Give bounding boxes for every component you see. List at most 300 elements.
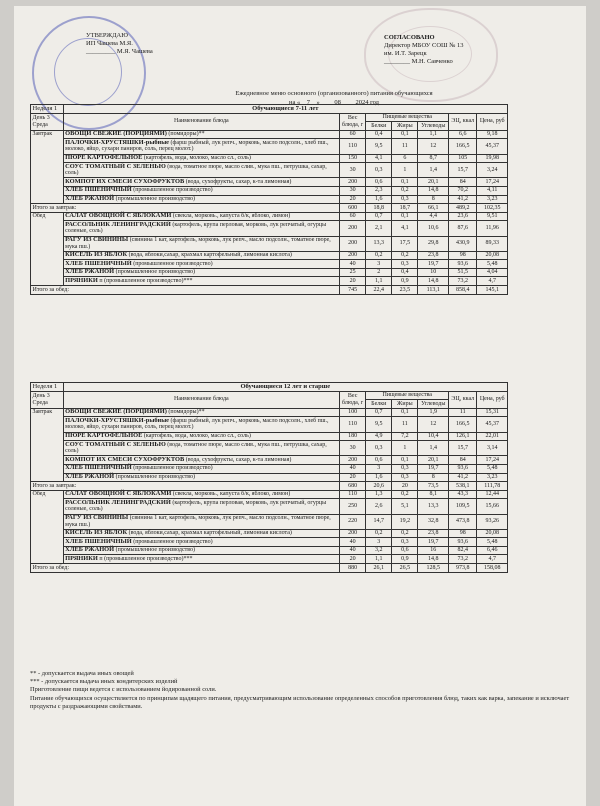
protein-cell: 0,2 <box>366 251 392 260</box>
carbs-cell: 13,3 <box>418 499 449 514</box>
dish-title: ХЛЕБ ПШЕНИЧНЫЙ <box>65 464 132 472</box>
carbs-cell: 14,8 <box>418 555 449 564</box>
total-price: 145,1 <box>477 286 508 295</box>
dish-ingredients: п (промышленное производство)*** <box>97 277 193 284</box>
dish-title: КИСЕЛЬ ИЗ ЯБЛОК <box>65 251 128 259</box>
fat-cell: 0,3 <box>392 473 418 482</box>
energy-cell: 93,6 <box>449 538 477 547</box>
table-row <box>31 268 508 277</box>
total-label: Итого за обед: <box>31 286 340 295</box>
energy-header: ЭЦ, ккал <box>449 391 477 408</box>
dish-name <box>63 154 339 163</box>
dish-ingredients: (помидоры)** <box>166 131 205 138</box>
note-gentle-diet: Питание обучающихся осуществляется по принципам щадящего питания, предусматривающим использование определенных способов приготовления блюд, таких как варка, запекание и исключает продукты с раздражающими свойствами. <box>30 694 570 710</box>
protein-cell: 14,7 <box>366 514 392 529</box>
carbs-cell: 12 <box>418 417 449 432</box>
carbs-cell: 23,8 <box>418 251 449 260</box>
dish-title: РАССОЛЬНИК ЛЕНИНГРАДСКИЙ <box>65 498 171 506</box>
weight-cell: 110 <box>340 139 366 154</box>
fat-cell: 1 <box>392 441 418 456</box>
price-cell: 4,7 <box>477 555 508 564</box>
fat-cell: 17,5 <box>392 236 418 251</box>
dish-title: ХЛЕБ РЖАНОЙ <box>65 195 115 203</box>
fat-cell: 0,1 <box>392 408 418 417</box>
dish-title: САЛАТ ОВОЩНОЙ С ЯБЛОКАМИ <box>65 490 172 498</box>
table-row <box>31 432 508 441</box>
weight-cell: 200 <box>340 456 366 465</box>
fat-cell: 11 <box>392 417 418 432</box>
weight-cell: 180 <box>340 432 366 441</box>
protein-cell: 3 <box>366 260 392 269</box>
price-cell: 4,04 <box>477 268 508 277</box>
dish-name <box>63 555 339 564</box>
weight-cell: 30 <box>340 186 366 195</box>
weight-header: Вес блюда, г <box>340 113 366 130</box>
table-row <box>31 251 508 260</box>
carbs-cell: 23,8 <box>418 529 449 538</box>
weight-cell: 40 <box>340 464 366 473</box>
fat-cell: 0,1 <box>392 130 418 139</box>
dish-name <box>63 432 339 441</box>
dish-name <box>63 277 339 286</box>
energy-cell: 166,5 <box>449 417 477 432</box>
table-row <box>31 139 508 154</box>
total-row <box>31 286 508 295</box>
carbs-cell: 20,1 <box>418 178 449 187</box>
total-fat: 26,5 <box>392 564 418 573</box>
fat-cell: 0,3 <box>392 464 418 473</box>
price-cell: 9,18 <box>477 130 508 139</box>
carbs-cell: 1,4 <box>418 163 449 178</box>
dish-title: СОУС ТОМАТНЫЙ С ЗЕЛЕНЬЮ <box>65 440 166 448</box>
day-header: День 3 Среда <box>31 391 64 408</box>
protein-cell: 2 <box>366 268 392 277</box>
header-row <box>31 391 508 400</box>
table-row <box>31 514 508 529</box>
protein-cell: 1,1 <box>366 555 392 564</box>
day-header: День 3 Среда <box>31 113 64 130</box>
table-row <box>31 186 508 195</box>
menu-table-12-plus <box>30 382 508 573</box>
carbs-cell: 8 <box>418 195 449 204</box>
approval-block <box>86 32 153 56</box>
table-row <box>31 130 508 139</box>
carbs-cell: 10 <box>418 268 449 277</box>
dish-ingredients: (картофель, вода, молоко, масло сл., соль) <box>142 433 251 440</box>
weight-cell: 110 <box>340 490 366 499</box>
dish-name <box>63 473 339 482</box>
carbs-cell: 4,4 <box>418 212 449 221</box>
dish-title: ОВОЩИ СВЕЖИЕ (ПОРЦИЯМИ) <box>65 130 167 138</box>
weight-cell: 250 <box>340 499 366 514</box>
carbs-cell: 19,7 <box>418 538 449 547</box>
group-label: Обучающиеся 12 лет и старше <box>63 383 507 392</box>
total-row <box>31 204 508 213</box>
total-fat: 23,5 <box>392 286 418 295</box>
total-protein: 26,1 <box>366 564 392 573</box>
energy-cell: 23,6 <box>449 212 477 221</box>
carbs-cell: 8 <box>418 473 449 482</box>
dish-title: ПАЛОЧКИ-ХРУСТЯШКИ-рыбные <box>65 416 170 424</box>
dish-title: ПРЯНИКИ <box>65 554 98 562</box>
fat-cell: 0,3 <box>392 260 418 269</box>
dish-title: РАГУ ИЗ СВИНИНЫ <box>65 236 129 243</box>
agreement-title: СОГЛАСОВАНО <box>384 34 435 41</box>
table-row <box>31 499 508 514</box>
table-row <box>31 195 508 204</box>
weight-cell: 60 <box>340 130 366 139</box>
weight-cell: 110 <box>340 417 366 432</box>
price-cell: 3,14 <box>477 441 508 456</box>
dish-name <box>63 251 339 260</box>
total-fat: 20 <box>392 482 418 491</box>
protein-cell: 0,6 <box>366 456 392 465</box>
price-cell: 3,23 <box>477 195 508 204</box>
price-cell: 4,7 <box>477 277 508 286</box>
dish-title: КОМПОТ ИХ СМЕСИ СУХОФРУКТОВ <box>65 177 185 185</box>
energy-header: ЭЦ, ккал <box>449 113 477 130</box>
total-row <box>31 564 508 573</box>
energy-cell: 15,7 <box>449 163 477 178</box>
dish-name <box>63 130 339 139</box>
dish-name <box>63 268 339 277</box>
protein-cell: 13,3 <box>366 236 392 251</box>
note-iodized-salt: Приготовление пищи ведется с использованием йодированной соли. <box>30 686 217 694</box>
weight-cell: 100 <box>340 408 366 417</box>
fat-cell: 0,2 <box>392 251 418 260</box>
dish-ingredients: (промышленное производство) <box>114 269 196 276</box>
table-row <box>31 154 508 163</box>
total-row <box>31 482 508 491</box>
dish-title: КОМПОТ ИХ СМЕСИ СУХОФРУКТОВ <box>65 455 185 463</box>
total-label: Итого за завтрак: <box>31 482 340 491</box>
table-row <box>31 221 508 236</box>
energy-cell: 109,5 <box>449 499 477 514</box>
price-cell: 6,46 <box>477 546 508 555</box>
energy-cell: 93,6 <box>449 260 477 269</box>
protein-cell: 3 <box>366 538 392 547</box>
table-row <box>31 464 508 473</box>
weight-cell: 150 <box>340 154 366 163</box>
dish-name <box>63 139 339 154</box>
protein-header: Белки <box>366 122 392 131</box>
table-row <box>31 490 508 499</box>
price-cell: 17,24 <box>477 178 508 187</box>
dish-ingredients: (картофель, крупа перловая, морковь, лук репчатый, огурцы соленые, соль) <box>65 221 327 235</box>
dish-ingredients: (промышленное производство) <box>114 196 196 203</box>
price-cell: 5,48 <box>477 260 508 269</box>
dish-title: РАССОЛЬНИК ЛЕНИНГРАДСКИЙ <box>65 220 171 228</box>
approval-signature: _________ М.Я. Чашева <box>86 48 153 55</box>
protein-cell: 1,6 <box>366 473 392 482</box>
dish-title: ХЛЕБ РЖАНОЙ <box>65 268 115 276</box>
header-row <box>31 113 508 122</box>
weight-cell: 200 <box>340 221 366 236</box>
carbs-cell: 29,8 <box>418 236 449 251</box>
agreement-director: Директор МБОУ СОШ № 13 <box>384 42 464 49</box>
energy-cell: 126,1 <box>449 432 477 441</box>
meal-label: Завтрак <box>31 130 64 203</box>
carbs-cell: 8,7 <box>418 154 449 163</box>
total-price: 111,78 <box>477 482 508 491</box>
energy-cell: 51,5 <box>449 268 477 277</box>
protein-cell: 1,6 <box>366 195 392 204</box>
fat-cell: 0,1 <box>392 456 418 465</box>
fat-cell: 11 <box>392 139 418 154</box>
price-cell: 4,11 <box>477 186 508 195</box>
carbs-header: Углеводы <box>418 122 449 131</box>
energy-cell: 73,2 <box>449 555 477 564</box>
protein-cell: 0,2 <box>366 529 392 538</box>
price-cell: 17,24 <box>477 456 508 465</box>
total-carbs: 128,5 <box>418 564 449 573</box>
table-row <box>31 529 508 538</box>
energy-cell: 166,5 <box>449 139 477 154</box>
dish-ingredients: (вода, томатное пюре, масло слив., мука пш., петрушка, сахар, соль) <box>65 163 327 177</box>
weight-cell: 220 <box>340 514 366 529</box>
energy-cell: 82,4 <box>449 546 477 555</box>
fat-cell: 1 <box>392 163 418 178</box>
dish-name <box>63 408 339 417</box>
total-energy: 858,4 <box>449 286 477 295</box>
price-cell: 19,98 <box>477 154 508 163</box>
price-cell: 3,23 <box>477 473 508 482</box>
dish-title: ХЛЕБ ПШЕНИЧНЫЙ <box>65 537 132 545</box>
energy-cell: 41,2 <box>449 473 477 482</box>
menu-table-7-11 <box>30 104 508 295</box>
weight-cell: 200 <box>340 236 366 251</box>
dish-ingredients: (промышленное производство) <box>131 260 213 267</box>
price-cell: 11,96 <box>477 221 508 236</box>
dish-ingredients: (промышленное производство) <box>114 474 196 481</box>
fat-header: Жиры <box>392 122 418 131</box>
nutrients-header: Пищевые вещества <box>366 391 449 400</box>
dish-title: ПЮРЕ КАРТОФЕЛЬНОЕ <box>65 154 143 162</box>
total-price: 158,08 <box>477 564 508 573</box>
dish-title: ПРЯНИКИ <box>65 276 98 284</box>
protein-cell: 0,3 <box>366 441 392 456</box>
fat-header: Жиры <box>392 400 418 409</box>
nutrients-header: Пищевые вещества <box>366 113 449 122</box>
price-cell: 5,48 <box>477 464 508 473</box>
carbs-cell: 20,1 <box>418 456 449 465</box>
fat-cell: 4,1 <box>392 221 418 236</box>
carbs-cell: 8,1 <box>418 490 449 499</box>
dish-name <box>63 529 339 538</box>
weight-cell: 40 <box>340 260 366 269</box>
protein-cell: 9,5 <box>366 139 392 154</box>
weight-cell: 30 <box>340 163 366 178</box>
fat-cell: 0,2 <box>392 186 418 195</box>
table-row <box>31 277 508 286</box>
dish-ingredients: (вода, яблоки,сахар, крахмал картофельный, лимонная кислота) <box>127 252 292 259</box>
table-row <box>31 473 508 482</box>
dish-title: СОУС ТОМАТНЫЙ С ЗЕЛЕНЬЮ <box>65 162 166 170</box>
dish-ingredients: (картофель, крупа перловая, морковь, лук репчатый, огурцы соленые, соль) <box>65 499 327 513</box>
dish-title: САЛАТ ОВОЩНОЙ С ЯБЛОКАМИ <box>65 212 172 220</box>
meal-label: Завтрак <box>31 408 64 481</box>
energy-cell: 93,6 <box>449 464 477 473</box>
protein-cell: 0,6 <box>366 178 392 187</box>
total-weight: 600 <box>340 204 366 213</box>
dish-ingredients: (свинина 1 кат, картофель, морковь, лук репч., масло подсолн., томатное пюре, мука пш.) <box>65 515 331 528</box>
energy-cell: 6,6 <box>449 130 477 139</box>
energy-cell: 70,2 <box>449 186 477 195</box>
price-cell: 93,26 <box>477 514 508 529</box>
price-cell: 45,37 <box>477 417 508 432</box>
total-price: 102,35 <box>477 204 508 213</box>
dish-name <box>63 546 339 555</box>
weight-cell: 25 <box>340 268 366 277</box>
protein-header: Белки <box>366 400 392 409</box>
energy-cell: 87,6 <box>449 221 477 236</box>
fat-cell: 0,1 <box>392 178 418 187</box>
dish-ingredients: (фарш рыбный, лук репч., морковь, масло подсолн., хлеб пш., молоко, яйцо, сухари паниров, соль, перец молот.) <box>65 139 329 153</box>
price-cell: 9,51 <box>477 212 508 221</box>
protein-cell: 0,3 <box>366 163 392 178</box>
energy-cell: 98 <box>449 529 477 538</box>
dish-name <box>63 236 339 251</box>
dish-name <box>63 221 339 236</box>
total-energy: 538,1 <box>449 482 477 491</box>
total-weight: 880 <box>340 564 366 573</box>
protein-cell: 3,2 <box>366 546 392 555</box>
weight-cell: 20 <box>340 473 366 482</box>
fat-cell: 0,2 <box>392 529 418 538</box>
carbs-cell: 1,9 <box>418 408 449 417</box>
price-cell: 20,08 <box>477 251 508 260</box>
dish-ingredients: (вода, сухофрукты, сахар, к-та лимонная) <box>184 178 292 185</box>
carbs-cell: 12 <box>418 139 449 154</box>
table-row <box>31 441 508 456</box>
energy-cell: 41,2 <box>449 195 477 204</box>
table-row <box>31 408 508 417</box>
week-row <box>31 105 508 114</box>
fat-cell: 19,2 <box>392 514 418 529</box>
energy-cell: 43,3 <box>449 490 477 499</box>
energy-cell: 98 <box>449 251 477 260</box>
dish-name <box>63 417 339 432</box>
weight-cell: 20 <box>340 555 366 564</box>
note-confectionery: *** - допускается выдача иных кондитерских изделий <box>30 678 178 686</box>
energy-cell: 105 <box>449 154 477 163</box>
energy-cell: 430,9 <box>449 236 477 251</box>
total-label: Итого за обед: <box>31 564 340 573</box>
dish-title: ПЮРЕ КАРТОФЕЛЬНОЕ <box>65 432 143 440</box>
price-cell: 15,31 <box>477 408 508 417</box>
fat-cell: 0,4 <box>392 268 418 277</box>
footnotes <box>30 670 570 711</box>
carbs-cell: 1,1 <box>418 130 449 139</box>
carbs-cell: 16 <box>418 546 449 555</box>
price-cell: 3,24 <box>477 163 508 178</box>
protein-cell: 2,6 <box>366 499 392 514</box>
dish-name <box>63 514 339 529</box>
table-row <box>31 236 508 251</box>
meal-label: Обед <box>31 490 64 563</box>
carbs-cell: 14,8 <box>418 277 449 286</box>
name-header: Наименование блюда <box>63 391 339 408</box>
carbs-cell: 10,4 <box>418 432 449 441</box>
total-energy: 489,2 <box>449 204 477 213</box>
dish-title: РАГУ ИЗ СВИНИНЫ <box>65 514 129 521</box>
weight-cell: 20 <box>340 277 366 286</box>
dish-title: ХЛЕБ ПШЕНИЧНЫЙ <box>65 186 132 194</box>
weight-cell: 200 <box>340 251 366 260</box>
protein-cell: 3 <box>366 464 392 473</box>
price-cell: 22,01 <box>477 432 508 441</box>
protein-cell: 2,3 <box>366 186 392 195</box>
name-header: Наименование блюда <box>63 113 339 130</box>
note-vegetables: ** - допускается выдача иных овощей <box>30 670 134 677</box>
total-weight: 680 <box>340 482 366 491</box>
protein-cell: 0,4 <box>366 130 392 139</box>
carbs-cell: 1,4 <box>418 441 449 456</box>
approval-title: УТВЕРЖДАЮ <box>86 32 128 39</box>
price-header: Цена, руб <box>477 113 508 130</box>
fat-cell: 0,1 <box>392 212 418 221</box>
week-row <box>31 383 508 392</box>
carbs-cell: 14,8 <box>418 186 449 195</box>
group-label: Обучающиеся 7-11 лет <box>63 105 507 114</box>
carbs-cell: 19,7 <box>418 464 449 473</box>
carbs-cell: 19,7 <box>418 260 449 269</box>
fat-cell: 0,3 <box>392 538 418 547</box>
fat-cell: 5,1 <box>392 499 418 514</box>
dish-ingredients: (свекла, морковь., капуста б/к, яблоко, лимон) <box>171 213 291 220</box>
dish-ingredients: (промышленное производство) <box>114 547 196 554</box>
protein-cell: 4,9 <box>366 432 392 441</box>
dish-name <box>63 212 339 221</box>
dish-ingredients: (помидоры)** <box>166 409 205 416</box>
weight-cell: 60 <box>340 212 366 221</box>
dish-ingredients: (промышленное производство) <box>131 187 213 194</box>
total-carbs: 66,1 <box>418 204 449 213</box>
agreement-school: им. И.Т. Зарецк <box>384 50 427 57</box>
week-label: Неделя 1 <box>31 105 64 114</box>
total-protein: 20,6 <box>366 482 392 491</box>
dish-title: ПАЛОЧКИ-ХРУСТЯШКИ-рыбные <box>65 138 170 146</box>
fat-cell: 0,6 <box>392 546 418 555</box>
weight-cell: 200 <box>340 529 366 538</box>
table-row <box>31 417 508 432</box>
energy-cell: 84 <box>449 456 477 465</box>
fat-cell: 7,2 <box>392 432 418 441</box>
dish-name <box>63 186 339 195</box>
dish-title: КИСЕЛЬ ИЗ ЯБЛОК <box>65 529 128 537</box>
protein-cell: 1,1 <box>366 277 392 286</box>
price-header: Цена, руб <box>477 391 508 408</box>
price-cell: 89,33 <box>477 236 508 251</box>
protein-cell: 0,7 <box>366 212 392 221</box>
carbs-cell: 32,8 <box>418 514 449 529</box>
dish-ingredients: (свекла, морковь., капуста б/к, яблоко, лимон) <box>171 491 291 498</box>
total-fat: 18,7 <box>392 204 418 213</box>
table-row <box>31 212 508 221</box>
dish-title: ОВОЩИ СВЕЖИЕ (ПОРЦИЯМИ) <box>65 408 167 416</box>
carbs-cell: 10,6 <box>418 221 449 236</box>
dish-title: ХЛЕБ ПШЕНИЧНЫЙ <box>65 259 132 267</box>
total-protein: 22,4 <box>366 286 392 295</box>
price-cell: 45,37 <box>477 139 508 154</box>
price-cell: 15,66 <box>477 499 508 514</box>
total-energy: 973,8 <box>449 564 477 573</box>
dish-ingredients: (промышленное производство) <box>131 538 213 545</box>
dish-ingredients: (вода, яблоки,сахар, крахмал картофельный, лимонная кислота) <box>127 530 292 537</box>
table-row <box>31 546 508 555</box>
dish-name <box>63 464 339 473</box>
protein-cell: 1,3 <box>366 490 392 499</box>
